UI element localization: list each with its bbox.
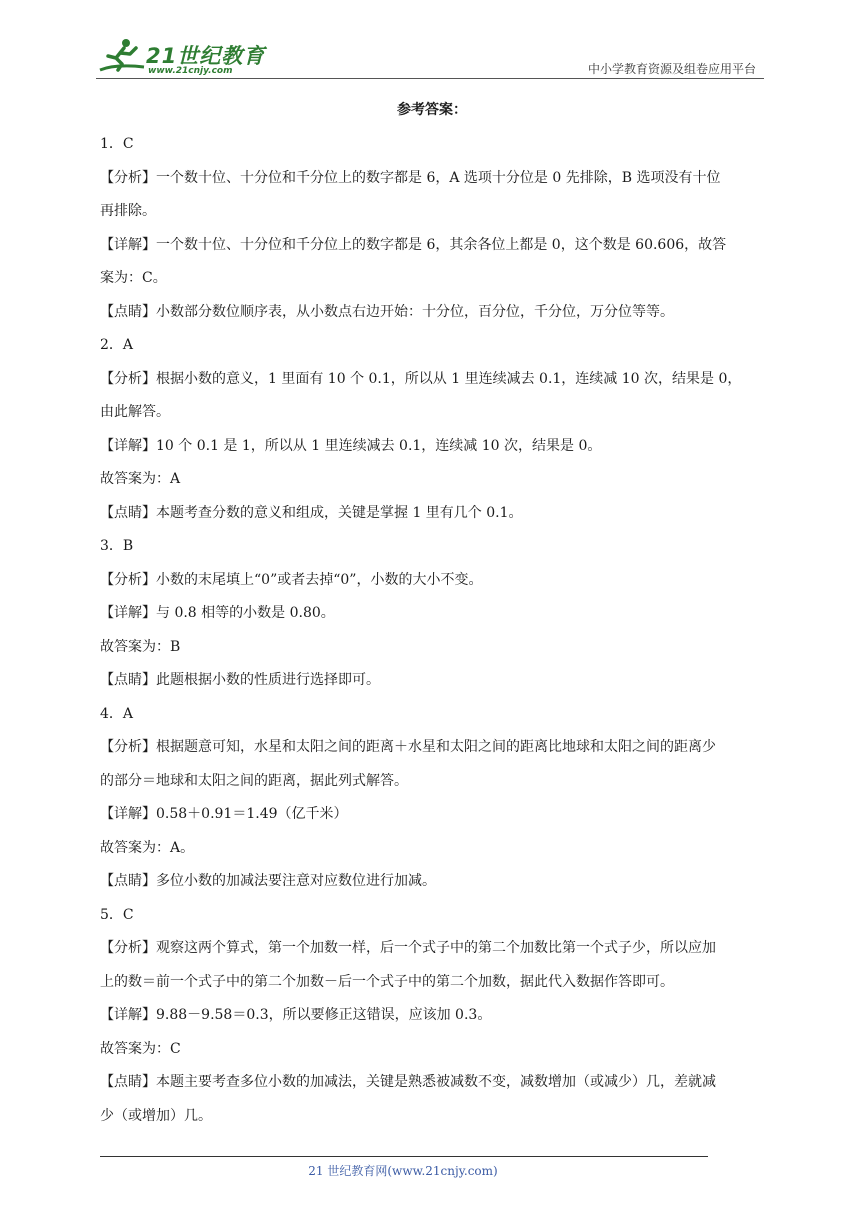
comment-text: 【点睛】小数部分数位顺序表，从小数点右边开始：十分位，百分位，千分位，万分位等等。	[100, 303, 674, 320]
comment-text: 【点睛】此题根据小数的性质进行选择即可。	[100, 672, 380, 688]
answer-heading: 4．A	[100, 705, 134, 722]
page-header	[96, 32, 764, 80]
answer-item	[100, 698, 764, 899]
conclusion-text: 故答案为：A。	[100, 839, 195, 856]
text-line: 由此解答。	[100, 404, 170, 420]
logo	[96, 36, 266, 78]
footer-divider	[100, 1156, 708, 1157]
text-line: 【分析】观察这两个算式，第一个加数一样，后一个式子中的第二个加数比第一个式子少，所以应加	[100, 940, 716, 956]
conclusion-text: 故答案为：B	[100, 638, 181, 655]
runner-icon	[96, 36, 148, 78]
comment-text	[100, 1066, 764, 1133]
analysis-text	[100, 731, 764, 798]
comment-text: 【点睛】本题考查分数的意义和组成，关键是掌握 1 里有几个 0.1。	[100, 504, 523, 521]
answer-heading: 2．A	[100, 337, 134, 353]
answer-heading: 5．C	[100, 906, 134, 923]
analysis-text	[100, 932, 764, 999]
answer-content	[100, 100, 764, 1133]
analysis-text	[100, 363, 764, 430]
answer-item	[100, 530, 764, 698]
text-line: 上的数＝前一个式子中的第二个加数－后一个式子中的第二个加数，据此代入数据作答即可。	[100, 973, 674, 990]
text-line: 【分析】根据小数的意义，1 里面有 10 个 0.1，所以从 1 里连续减去 0.1，连续减 10 次，结果是 0，	[100, 370, 742, 387]
answer-heading: 3．B	[100, 538, 134, 554]
text-line: 案为：C。	[100, 270, 167, 286]
text-line: 再排除。	[100, 203, 156, 219]
page-footer: 21 世纪教育网(www.21cnjy.com)	[308, 1164, 498, 1178]
analysis-text: 【分析】小数的末尾填上“0”或者去掉“0”，小数的大小不变。	[100, 571, 483, 588]
logo-text: 21世纪教育	[146, 44, 266, 68]
text-line: 【分析】根据题意可知，水星和太阳之间的距离＋水星和太阳之间的距离比地球和太阳之间的距离少	[100, 739, 716, 755]
detail-text: 【详解】0.58＋0.91＝1.49（亿千米）	[100, 806, 348, 822]
text-line: 【分析】一个数十位、十分位和千分位上的数字都是 6，A 选项十分位是 0 先排除，B 选项没有十位	[100, 169, 721, 186]
conclusion-text: 故答案为：C	[100, 1040, 181, 1057]
answer-item	[100, 899, 764, 1134]
conclusion-text: 故答案为：A	[100, 471, 181, 487]
platform-name: 中小学教育资源及组卷应用平台	[587, 62, 756, 76]
text-line: 【点睛】本题主要考查多位小数的加减法，关键是熟悉被减数不变，减数增加（或减少）几，差就减	[100, 1074, 716, 1090]
detail-text: 【详解】9.88－9.58＝0.3，所以要修正这错误，应该加 0.3。	[100, 1007, 492, 1023]
detail-text	[100, 229, 764, 296]
answer-heading: 1．C	[100, 136, 134, 152]
header-divider	[96, 78, 764, 79]
text-line: 少（或增加）几。	[100, 1107, 212, 1124]
page-title: 参考答案：	[397, 102, 467, 118]
detail-text: 【详解】与 0.8 相等的小数是 0.80。	[100, 605, 335, 621]
text-line: 【详解】一个数十位、十分位和千分位上的数字都是 6，其余各位上都是 0，这个数是 60.606，故答	[100, 236, 727, 253]
logo-url: www.21cnjy.com	[148, 66, 233, 76]
analysis-text	[100, 162, 764, 229]
comment-text: 【点睛】多位小数的加减法要注意对应数位进行加减。	[100, 873, 436, 889]
answer-item	[100, 128, 764, 329]
text-line: 的部分＝地球和太阳之间的距离，据此列式解答。	[100, 772, 408, 789]
answer-item	[100, 329, 764, 530]
detail-text: 【详解】10 个 0.1 是 1，所以从 1 里连续减去 0.1，连续减 10 次，结果是 0。	[100, 437, 602, 454]
